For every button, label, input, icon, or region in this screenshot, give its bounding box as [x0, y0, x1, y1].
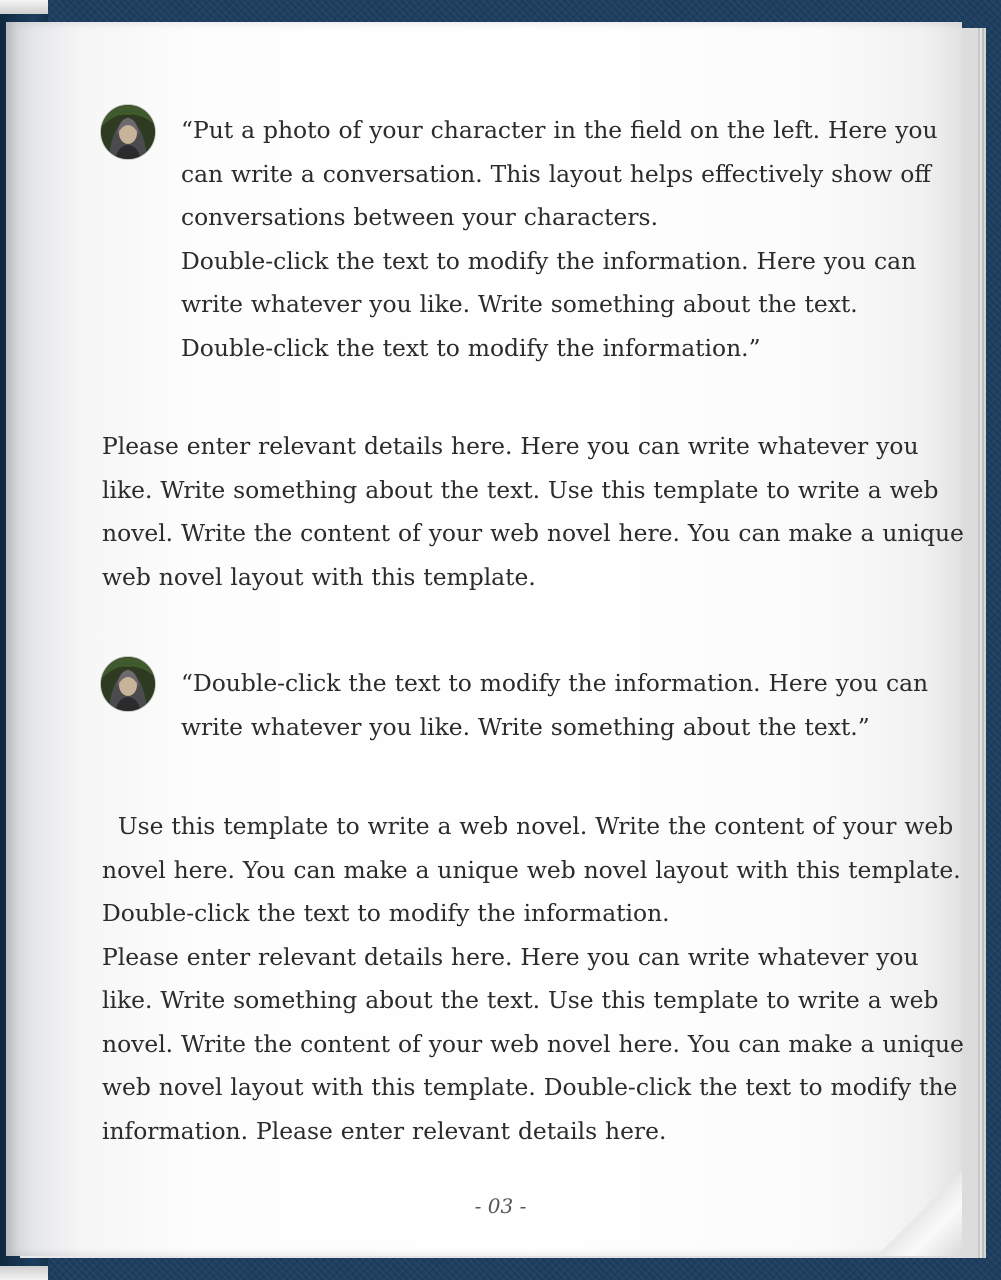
dialogue-2-line: write whatever you like. Write something about the text.”: [181, 712, 870, 741]
dialogue-1[interactable]: [181, 109, 938, 370]
dialogue-1-line: conversations between your characters.: [181, 203, 658, 231]
paragraph-1-line: novel. Write the content of your web novel here. You can make a unique: [102, 519, 964, 547]
paragraph-2-line: Use this template to write a web novel. Write the content of your web: [102, 812, 954, 840]
dialogue-2[interactable]: [181, 662, 929, 749]
dialogue-1-line: Double-click the text to modify the information.”: [181, 333, 761, 362]
paragraph-2[interactable]: [102, 805, 964, 1153]
character-portrait-icon: [101, 105, 155, 159]
paragraph-1-line: web novel layout with this template.: [102, 562, 536, 591]
dialogue-2-line: “Double-click the text to modify the information. Here you can: [181, 669, 929, 697]
paragraph-1[interactable]: [102, 425, 964, 599]
paragraph-2-line: novel here. You can make a unique web novel layout with this template.: [102, 855, 961, 884]
paragraph-1-line: like. Write something about the text. Use this template to write a web: [102, 475, 939, 504]
page-number: - 03 -: [474, 1194, 527, 1218]
character-avatar-2[interactable]: [101, 657, 155, 711]
paragraph-2-line: like. Write something about the text. Use this template to write a web: [102, 986, 939, 1014]
paragraph-2-line: novel. Write the content of your web novel here. You can make a unique: [102, 1029, 964, 1058]
paragraph-1-line: Please enter relevant details here. Here you can write whatever you: [102, 432, 919, 460]
character-avatar-1[interactable]: [101, 105, 155, 159]
dialogue-1-line: write whatever you like. Write something about the text.: [181, 290, 858, 318]
dialogue-1-line: Double-click the text to modify the information. Here you can: [181, 246, 917, 275]
spine-bottom-tab: [0, 1266, 48, 1280]
character-portrait-icon: [101, 657, 155, 711]
paragraph-2-line: Double-click the text to modify the information.: [102, 899, 670, 927]
dialogue-1-line: “Put a photo of your character in the field on the left. Here you: [181, 116, 938, 144]
paragraph-2-line: Please enter relevant details here. Here you can write whatever you: [102, 942, 919, 971]
spine-top-tab: [0, 0, 48, 14]
dialogue-1-line: can write a conversation. This layout helps effectively show off: [181, 159, 931, 188]
paragraph-2-line: web novel layout with this template. Double-click the text to modify the: [102, 1073, 958, 1101]
paragraph-2-line: information. Please enter relevant details here.: [102, 1116, 667, 1145]
